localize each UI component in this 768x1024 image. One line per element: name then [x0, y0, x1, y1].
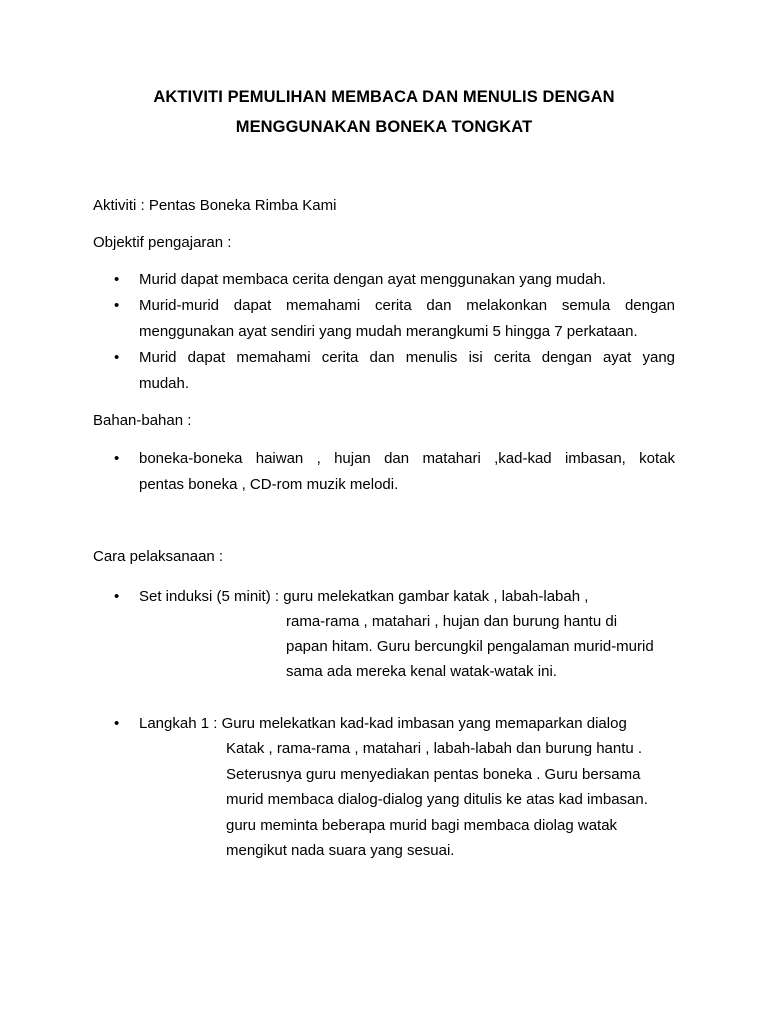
step1-line-6: mengikut nada suara yang sesuai. [226, 842, 455, 859]
title-line-2: MENGGUNAKAN BONEKA TONGKAT [235, 118, 533, 136]
induction-line-3: papan hitam. Guru bercungkil pengalaman murid-murid [286, 638, 654, 655]
bullet-icon: • [114, 297, 120, 314]
objective-item-2-line-1: Murid-murid dapat memahami cerita dan melakonkan semula dengan [139, 297, 675, 314]
bullet-icon: • [114, 715, 120, 732]
step1-line-4: murid membaca dialog-dialog yang ditulis ke atas kad imbasan. [226, 791, 648, 808]
objective-item-3-line-1: Murid dapat memahami cerita dan menulis isi cerita dengan ayat yang [139, 349, 675, 366]
objective-item-2-line-2: menggunakan ayat sendiri yang mudah merangkumi 5 hingga 7 perkataan. [139, 323, 638, 340]
title-line-1: AKTIVITI PEMULIHAN MEMBACA DAN MENULIS DENGAN [153, 88, 615, 106]
materials-item-1-line-1: boneka-boneka haiwan , hujan dan matahari ,kad-kad imbasan, kotak [139, 450, 675, 467]
activity-label: Aktiviti : Pentas Boneka Rimba Kami [93, 197, 337, 214]
objective-item-3-line-2: mudah. [139, 375, 190, 392]
bullet-icon: • [114, 349, 120, 366]
bullet-icon: • [114, 588, 120, 605]
bullet-icon: • [114, 450, 120, 467]
step1-line-1: Langkah 1 : Guru melekatkan kad-kad imbasan yang memaparkan dialog [139, 715, 627, 732]
step1-line-2: Katak , rama-rama , matahari , labah-labah dan burung hantu . [226, 740, 643, 757]
materials-item-1-line-2: pentas boneka , CD-rom muzik melodi. [139, 476, 399, 493]
procedure-heading: Cara pelaksanaan : [93, 548, 224, 565]
step1-line-5: guru meminta beberapa murid bagi membaca diolag watak [226, 817, 618, 834]
induction-line-2: rama-rama , matahari , hujan dan burung hantu di [286, 613, 618, 630]
materials-heading: Bahan-bahan : [93, 412, 192, 429]
objective-heading: Objektif pengajaran : [93, 234, 232, 251]
step1-line-3: Seterusnya guru menyediakan pentas boneka . Guru bersama [226, 766, 641, 783]
bullet-icon: • [114, 271, 120, 288]
objective-item-1-line-1: Murid dapat membaca cerita dengan ayat menggunakan yang mudah. [139, 271, 606, 288]
induction-line-4: sama ada mereka kenal watak-watak ini. [286, 663, 557, 680]
induction-line-1: Set induksi (5 minit) : guru melekatkan gambar katak , labah-labah , [139, 588, 589, 605]
